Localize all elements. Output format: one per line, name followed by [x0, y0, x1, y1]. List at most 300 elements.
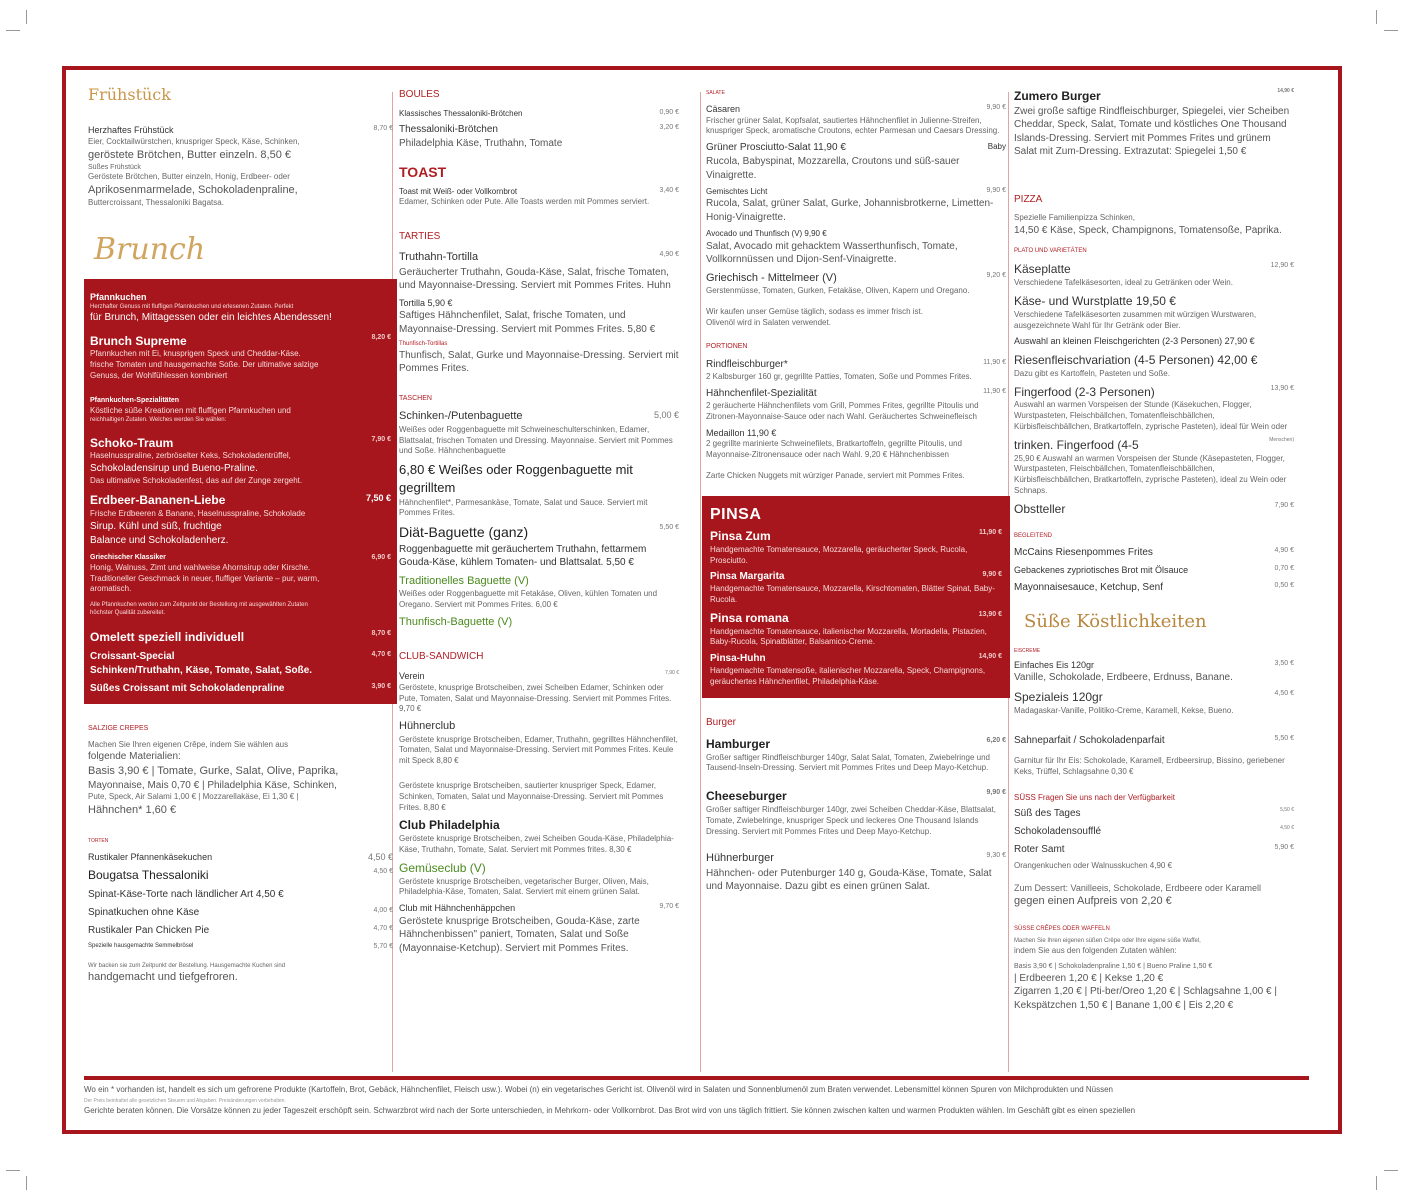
item-desc: Geröstete knusprige Brotscheiben, Edamer, Truthahn, gegrilltes Hähnchenfilet, Tomaten, Salat und Mayonnaise-Dressing. Serviert mit Pommes Frites. Keule mit Speck 8,80 €: [399, 734, 678, 766]
item-desc: Haselnusspraline, zerbröselter Keks, Schokoladentrüffel,: [90, 451, 291, 461]
item-name: 6,80 € Weißes oder Roggenbaguette mit gegrilltem: [399, 462, 633, 496]
item-desc: Eier, Cocktailwürstchen, knuspriger Speck, Käse, Schinken,: [88, 136, 300, 146]
item-desc: Buttercroissant, Thessaloniki Bagatsa.: [88, 197, 224, 207]
section-title: PORTIONEN: [706, 343, 748, 351]
crop-mark: [1384, 1170, 1398, 1171]
item-name: Bougatsa Thessaloniki: [88, 868, 209, 883]
crop-mark: [1376, 1176, 1377, 1190]
item-price: 8,70 €: [371, 630, 391, 638]
item-name: Süßes Frühstück: [88, 163, 141, 171]
item-name: Riesenfleischvariation (4-5 Personen) 42,00 €: [1014, 353, 1258, 368]
footer-line: Wo ein * vorhanden ist, handelt es sich um gefrorene Produkte (Kartoffeln, Brot, Gebäck, Hähnchenfilet, Fleisch usw.). Wobei (n) ein vegetarisches Gericht ist. Olivenöl wird in Salaten und Sonnenblumenöl zum Braten verwendet. Lebensmittel können Spuren von Milchprodukten und Nüssen: [84, 1085, 1114, 1094]
item-desc: Schinken/Truthahn, Käse, Tomate, Salat, Soße.: [90, 665, 313, 677]
item-name: Thessaloniki-Brötchen: [399, 124, 498, 136]
item-name: Truthahn-Tortilla: [399, 251, 479, 264]
item-desc: Garnitur für Ihr Eis: Schokolade, Karamell, Erdbeersirup, Bissino, geriebener Keks, Trüffel, Schlagsahne 0,30 €: [1014, 756, 1285, 777]
item-desc: Handgemachte Tomatensauce, Mozzarella, Kirschtomaten, Blätter Spinat, Baby-Rucola.: [710, 584, 995, 605]
item-name: Pinsa romana: [710, 610, 789, 625]
menu-item: [706, 103, 1006, 116]
section-desc: Machen Sie Ihren eigenen süßen Crêpe oder Ihre eigene süße Waffel,: [1014, 938, 1201, 945]
item-name: Rustikaler Pfannenkäsekuchen: [88, 851, 213, 862]
item-price: [673, 340, 679, 348]
item-desc: 14,50 € Käse, Speck, Champignons, Tomatensoße, Paprika.: [1014, 224, 1282, 236]
item-name: Spinatkuchen ohne Käse: [88, 907, 200, 919]
item-desc: Sirup. Kühl und süß, fruchtige: [90, 521, 222, 533]
column-divider: [700, 92, 701, 1072]
item-desc: Verschiedene Tafelkäsesorten, ideal zu Getränken oder Wein.: [1014, 278, 1233, 288]
menu-item: [1014, 843, 1294, 857]
section-desc: Basis 3,90 € | Tomate, Gurke, Salat, Olive, Paprika,: [88, 764, 339, 777]
item-price: 5,50 €: [659, 524, 679, 532]
item-price: [673, 461, 679, 497]
item-name: Avocado und Thunfisch (V) 9,90 €: [706, 229, 827, 239]
item-price: 13,90 €: [1270, 384, 1294, 392]
item-desc: 2 geräucherte Hähnchenfilets vom Grill, Pommes Frites, gegrillte Pitoulis und Zitronen-Mayonnaise-Sauce oder nach Wahl. Geräuchertes Schweinefleisch: [706, 400, 979, 421]
note: Zum Dessert: Vanilleeis, Schokolade, Erdbeere oder Karamell: [1014, 883, 1261, 894]
item-price: 14,90 €: [978, 653, 1002, 661]
menu-item: [90, 553, 391, 563]
item-name: Diät-Baguette (ganz): [399, 524, 529, 541]
section-desc: indem Sie aus den folgenden Zutaten wählen:: [1014, 945, 1177, 955]
section-title: EISCREME: [1014, 647, 1041, 654]
item-name: Rindfleischburger*: [706, 359, 788, 371]
suesse-title: Süße Köstlichkeiten: [1024, 610, 1207, 632]
item-price: 11,90 €: [983, 387, 1006, 395]
item-name: Club Philadelphia: [399, 818, 500, 833]
item-name: Mayonnaisesauce, Ketchup, Senf: [1014, 581, 1163, 593]
item-price: 11,90 €: [979, 528, 1002, 536]
section-title: TOAST: [399, 163, 447, 180]
crop-mark: [26, 1176, 27, 1190]
item-name: Gemischtes Licht: [706, 187, 768, 197]
item-name: Auswahl an kleinen Fleischgerichten (2-3 Personen) 27,90 €: [1014, 336, 1255, 347]
item-price: 4,70 €: [373, 925, 393, 933]
item-price: 14,90 €: [1277, 88, 1294, 94]
item-price: 5,90 €: [1274, 844, 1294, 852]
section-title: SÜSSE CRÊPES ODER WAFFELN: [1014, 926, 1110, 933]
item-price: 4,50 €: [1280, 825, 1294, 832]
menu-item: [706, 387, 1006, 401]
menu-item: [399, 615, 679, 630]
item-price: 6,20 €: [986, 736, 1006, 744]
item-name: Schinken-/Putenbaguette: [399, 410, 523, 423]
column-4: [1014, 84, 1294, 1012]
item-desc: Geräucherter Truthahn, Gouda-Käse, Salat, frische Tomaten, und Mayonnaise-Dressing. Serviert mit Pommes Frites. Huhn: [399, 266, 671, 292]
item-price: 13,90 €: [978, 610, 1002, 618]
menu-item: [1014, 335, 1294, 348]
item-desc: Zwei große saftige Rindfleischburger, Spiegelei, vier Scheiben Cheddar, Speck, Salat, Tomate und köstliches One Thousand Islands-Dressing. Serviert mit Pommes Frites und grünem Salat mit Zum-Dressing. Extrazutat: Spiegelei 1,50 €: [1014, 105, 1290, 158]
footer-line: Der Preis beinhaltet alle gesetzlichen Steuern und Abgaben. Preisänderungen vorbehalten.: [84, 1097, 286, 1104]
crop-mark: [6, 1170, 20, 1171]
item-desc: Das ultimative Schokoladenfest, das auf der Zunge zergeht.: [90, 475, 303, 485]
item-desc: Geröstete knusprige Brotscheiben, vegetarischer Burger, Oliven, Mais, Philadelphia-Käse, Tomaten, Salat. Serviert mit einem grünen Salat.: [399, 876, 649, 897]
menu-item: [706, 788, 1006, 805]
item-price: [673, 574, 679, 589]
item-desc: Vanille, Schokolade, Erdbeere, Erdnuss, Banane.: [1014, 672, 1233, 684]
menu-item: [706, 736, 1006, 753]
item-name: Hühnerclub: [399, 720, 456, 733]
crop-mark: [6, 30, 20, 31]
item-desc: Rucola, Babyspinat, Mozzarella, Croutons und süß-sauer Vinaigrette.: [706, 156, 960, 181]
item-price: 4,90 €: [659, 251, 679, 259]
menu-item: [399, 719, 679, 734]
item-name: Zumero Burger: [1014, 89, 1101, 103]
menu-item: [706, 358, 1006, 372]
item-name: Gemüseclub (V): [399, 860, 486, 875]
section-desc: Pute, Speck, Air Salami 1,00 € | Mozzarellakäse, Ei 1,30 € |: [88, 792, 299, 802]
section-desc: für Brunch, Mittagessen oder ein leichtes Abendessen!: [90, 312, 332, 324]
item-price: 7,50 €: [365, 493, 391, 504]
item-desc: Hähnchenfilet*, Parmesankäse, Tomate, Salat und Sauce. Serviert mit Pommes Frites.: [399, 497, 648, 518]
note: handgemacht und tiefgefroren.: [88, 971, 238, 984]
note: Orangenkuchen oder Walnusskuchen 4,90 €: [1014, 861, 1173, 871]
item-desc: 2 gegrillte marinierte Schweinefilets, Bratkartoffeln, gegrillte Pitoulis, und Mayonnaise-Zitronensauce oder nach Wahl. 9,20 € Hähnchenbissen: [706, 439, 962, 459]
note: Alle Pfannkuchen werden zum Zeitpunkt der Bestellung mit ausgewählten Zutaten: [90, 602, 308, 609]
item-desc: Spezielle Familienpizza Schinken,: [1014, 212, 1135, 222]
item-name: Obstteller: [1014, 501, 1066, 516]
section-desc: Hähnchen* 1,60 €: [88, 803, 177, 816]
item-name: Spezielle hausgemachte Semmelbrösel: [88, 943, 194, 950]
menu-item: [1014, 734, 1294, 748]
menu-item: [399, 670, 679, 683]
menu-item: [90, 682, 391, 696]
note: Olivenöl wird in Salaten verwendet.: [706, 317, 831, 327]
item-desc: Zarte Chicken Nuggets mit würziger Panade, serviert mit Pommes Frites.: [706, 470, 965, 480]
item-name: Thunfisch-Tortillas: [399, 341, 448, 348]
item-desc: Pfannkuchen mit Ei, knusprigem Speck und Cheddar-Käse.: [90, 349, 301, 359]
fruehstueck-title: Frühstück: [88, 85, 171, 104]
menu-item: [1014, 384, 1294, 401]
item-desc: Saftiges Hähnchenfilet, Salat, frische Tomaten, und Mayonnaise-Dressing. Serviert mit Pommes Frites. 5,80 €: [399, 310, 656, 335]
menu-item: [706, 186, 1006, 197]
menu-item: [88, 851, 393, 864]
menu-item: [1014, 293, 1294, 310]
item-name: Süß des Tages: [1014, 808, 1081, 820]
menu-item: [399, 523, 679, 543]
item-price: 5,70 €: [373, 943, 393, 951]
item-price: Menschen): [1269, 436, 1294, 443]
item-name: Cäsaren: [706, 104, 741, 114]
item-name: Herzhaftes Frühstück: [88, 125, 174, 136]
item-name: Erdbeer-Bananen-Liebe: [90, 493, 226, 508]
section-title: SÜSS Fragen Sie uns nach der Verfügbarkeit: [1014, 793, 1175, 803]
menu-item: [90, 492, 391, 509]
item-desc: Madagaskar-Vanille, Politiko-Creme, Karamell, Kekse, Bueno.: [1014, 705, 1234, 715]
item-name: Gebackenes zypriotisches Brot mit Ölsauce: [1014, 565, 1189, 576]
section-title: SALZIGE CREPES: [88, 724, 149, 732]
menu-item: [88, 924, 393, 938]
menu-item: [1014, 261, 1294, 278]
item-price: 5,50 €: [1274, 735, 1294, 743]
item-name: Griechisch - Mittelmeer (V): [706, 271, 837, 284]
item-price: [673, 615, 679, 630]
column-2: [399, 84, 679, 955]
item-price: 7,90 €: [1274, 501, 1294, 509]
section-label: Pfannkuchen-Spezialitäten: [90, 396, 180, 404]
item-desc: Auswahl an warmen Vorspeisen der Stunde (Käsekuchen, Flogger, Wurstpasteten, Fleischbällchen, Tomatenfleischbällchen, Kürbisfleischbällchen, Bratkartoffeln, zyprische Pasteten), ideal für Wein oder: [1014, 400, 1288, 432]
section-title: PINSA: [710, 505, 762, 523]
item-price: 4,50 €: [1274, 689, 1294, 697]
note: höchster Qualität zubereitet.: [90, 610, 166, 617]
item-desc: Handgemachte Tomatensauce, italienischer Mozzarella, Mortadella, Pistazien, Baby-Rucola, Spinatblätter, Balsamico-Creme.: [710, 626, 987, 647]
section-title: PLATO UND VARIETÄTEN: [1014, 248, 1087, 255]
item-price: [673, 817, 679, 834]
item-price: 8,70 €: [373, 125, 393, 133]
item-price: 5,50 €: [1280, 807, 1294, 814]
section-title: CLUB-SANDWICH: [399, 651, 484, 663]
menu-item: [1014, 88, 1294, 105]
item-price: [1000, 228, 1006, 239]
item-price: 4,70 €: [371, 651, 391, 659]
item-desc: Verschiedene Tafelkäsesorten zusammen mit würzigen Wurstwaren, ausgezeichnete Wahl für Ihr Getränk oder Bier.: [1014, 309, 1257, 330]
menu-item: [1014, 825, 1294, 839]
note: gegen einen Aufpreis von 2,20 €: [1014, 895, 1172, 908]
item-price: 8,20 €: [371, 333, 391, 341]
menu-item: [1014, 437, 1294, 454]
item-price: 3,40 €: [659, 187, 679, 195]
footer-bar: [84, 1076, 1309, 1080]
item-name: Pinsa Zum: [710, 528, 771, 543]
item-price: [1288, 293, 1294, 310]
item-desc: Hähnchen- oder Putenburger 140 g, Gouda-Käse, Tomate, Salat und Mayonnaise. Dazu gibt es einen grünen Salat.: [706, 867, 992, 893]
menu-item: [1014, 807, 1294, 821]
item-price: 4,00 €: [373, 907, 393, 915]
item-name: McCains Riesenpommes Frites: [1014, 547, 1153, 559]
section-desc: Mayonnaise, Mais 0,70 € | Philadelphia Käse, Schinken,: [88, 779, 337, 791]
menu-item: [1014, 689, 1294, 706]
item-desc: Schokoladensirup und Bueno-Praline.: [90, 463, 258, 475]
menu-item: [90, 435, 391, 452]
item-name: Griechischer Klassiker: [90, 554, 166, 562]
section-title: BOULES: [399, 89, 440, 100]
item-desc: Rucola, Salat, grüner Salat, Gurke, Johannisbrotkerne, Limetten-Honig-Vinaigrette.: [706, 198, 994, 223]
menu-item: [88, 867, 393, 884]
menu-item: [706, 851, 1006, 866]
item-desc: Großer saftiger Rindfleischburger 140gr, zwei Scheiben Cheddar-Käse, Blattsalat, Tomate, Zwiebelringe, knuspriger Speck und leckeres One Thousand Islands Dressing. Serviert mit Pommes Frites und Deep Mayo-Ketchup.: [706, 805, 996, 836]
section-label: Pfannkuchen: [90, 291, 147, 302]
item-name: Käseplatte: [1014, 262, 1071, 277]
item-desc: frische Tomaten und hausgemachte Soße. Der ultimative salzige: [90, 360, 319, 370]
footer: [84, 1076, 1309, 1118]
item-price: 6,90 €: [371, 554, 391, 562]
item-price: 9,90 €: [986, 789, 1006, 797]
item-desc: Frischer grüner Salat, Kopfsalat, sautiertes Hähnchenfilet in Julienne-Streifen, knuspriger Speck, aromatische Croutons, echter Parmesan und Caesars Dressing.: [706, 115, 1000, 136]
item-name: Käse- und Wurstplatte 19,50 €: [1014, 294, 1176, 309]
section-title: Burger: [706, 716, 737, 728]
item-desc: Edamer, Schinken oder Pute. Alle Toasts werden mit Pommes serviert.: [399, 197, 650, 207]
item-price: [1000, 427, 1006, 440]
item-price: 7,90 €: [665, 670, 679, 677]
section-title: TASCHEN: [399, 394, 432, 402]
item-desc: geröstete Brötchen, Butter einzeln. 8,50 €: [88, 148, 292, 161]
item-name: Spinat-Käse-Torte nach ländlicher Art 4,50 €: [88, 889, 284, 901]
item-desc: Thunfisch, Salat, Gurke und Mayonnaise-Dressing. Serviert mit Pommes Frites.: [399, 349, 679, 375]
menu-item: [710, 570, 1002, 584]
item-name: Verein: [399, 671, 425, 682]
crop-mark: [26, 10, 27, 24]
menu-item: [706, 141, 1006, 155]
menu-item: [399, 186, 679, 197]
item-price: 3,50 €: [1274, 659, 1294, 667]
item-price: 0,70 €: [1274, 565, 1294, 573]
section-title: PIZZA: [1014, 193, 1043, 205]
item-name: Roter Samt: [1014, 844, 1065, 856]
menu-item: [399, 297, 679, 310]
item-name: Pinsa Margarita: [710, 571, 785, 583]
menu-item: [706, 427, 1006, 440]
item-desc: Salat, Avocado mit gehacktem Wasserthunfisch, Tomate, Vollkornnüssen und Dijon-Senf-Vinaigrette.: [706, 240, 958, 266]
pinsa-box: [702, 496, 1010, 698]
menu-item: [399, 860, 679, 877]
section-title: SALATE: [706, 90, 725, 96]
item-desc: Großer saftiger Rindfleischburger 140gr, Salat Salat, Tomaten, Zwiebelringe und Tausend-Inseln-Dressing. Serviert mit Pommes Frites und Deep Mayo-Ketchup.: [706, 752, 991, 773]
menu-item: [88, 888, 393, 902]
section-desc: Kekspätzchen 1,50 € | Banane 1,00 € | Eis 2,20 €: [1014, 999, 1234, 1011]
item-name: Toast mit Weiß- oder Vollkornbrot: [399, 187, 518, 197]
menu-item: [399, 574, 679, 589]
item-desc: Weißes oder Roggenbaguette mit Schweineschulterschinken, Edamer, Blattsalat, frischen Tomaten und Dressing. Mayonnaise. Serviert mit Pommes und Soße. Hähnchenbaguette: [399, 424, 673, 456]
item-desc: Geröstete, knusprige Brotscheiben, zwei Scheiben Edamer, Schinken oder Pute, Tomaten, Salat und Mayonnaise-Dressing. Serviert mit Pommes Frites. 9,70 €: [399, 682, 672, 714]
item-price: [673, 719, 679, 734]
item-name: Hähnchenfilet-Spezialität: [706, 387, 817, 399]
menu-item: [710, 652, 1002, 666]
menu-item: [1014, 352, 1294, 369]
menu-item: [88, 942, 393, 952]
section-title: TARTIES: [399, 231, 441, 243]
item-desc: Genuss, der Wohlfühlessen kombiniert: [90, 371, 228, 381]
crop-mark: [1384, 30, 1398, 31]
menu-item: [90, 650, 391, 664]
item-desc: Handgemachte Tomatensauce, Mozzarella, geräucherter Speck, Rucola, Prosciutto.: [710, 544, 968, 565]
item-name: Einfaches Eis 120gr: [1014, 659, 1095, 670]
menu-item: [706, 271, 1006, 286]
item-desc: Geröstete knusprige Brotscheiben, Gouda-Käse, zarte Hähnchenbissen" paniert, Tomaten, Salat und Soße (Mayonnaise-Ketchup). Serviert mit Pommes Frites.: [399, 915, 640, 954]
item-name: Spezialeis 120gr: [1014, 689, 1103, 704]
item-desc: Gerstenmüsse, Tomaten, Gurken, Fetakäse, Oliven, Kapern und Oregano.: [706, 285, 970, 295]
menu-item: [88, 906, 393, 920]
menu-item: [399, 340, 679, 348]
menu-item: [88, 124, 393, 137]
section-desc: folgende Materialien:: [88, 751, 181, 763]
item-desc: 25,90 € Auswahl an warmen Vorspeisen der Stunde (Käsepasteten, Flogger, Wurstpasteten, Fleischbällchen, Tomatenfleischbällchen, Kürbisfleischbällchen, Bratkartoffeln, zyprische Pasteten), ideal zu Wein oder Schnaps.: [1014, 453, 1287, 496]
item-desc: Weißes oder Roggenbaguette mit Fetakäse, Oliven, kühlen Tomaten und Oregano. Serviert mit Pommes Frites. 6,00 €: [399, 589, 658, 609]
item-name: Thunfisch-Baguette (V): [399, 615, 513, 628]
item-name: Traditionelles Baguette (V): [399, 574, 529, 587]
item-price: 5,00 €: [653, 410, 679, 421]
section-desc: reichhaltigen Zutaten. Welches werden Sie wählen:: [90, 417, 227, 424]
item-price: 4,90 €: [1274, 547, 1294, 555]
item-price: 7,90 €: [371, 435, 391, 443]
menu-frame: [62, 66, 1342, 1134]
section-desc: Köstliche süße Kreationen mit fluffigen Pfannkuchen und: [90, 405, 291, 415]
item-price: [1288, 335, 1294, 348]
section-desc: | Erdbeeren 1,20 € | Kekse 1,20 €: [1014, 972, 1164, 984]
menu-item: [1014, 501, 1294, 518]
column-3: [706, 84, 1006, 894]
section-title: TORTEN: [88, 837, 109, 844]
menu-item: [399, 409, 679, 424]
item-name: Hamburger: [706, 736, 771, 751]
note: Wir kaufen unser Gemüse täglich, sodass es immer frisch ist.: [706, 306, 923, 316]
item-price: 9,20 €: [986, 271, 1006, 279]
menu-item: [1014, 546, 1294, 560]
menu-item: [710, 610, 1002, 627]
item-price: 3,90 €: [371, 682, 391, 690]
item-name: trinken. Fingerfood (4-5: [1014, 437, 1139, 452]
item-desc: Geröstete Brötchen, Butter einzeln, Honig, Erdbeer- oder: [88, 172, 290, 182]
item-name: Schokoladensoufflé: [1014, 826, 1102, 838]
item-price: 0,90 €: [659, 109, 679, 116]
item-name: Brunch Supreme: [90, 333, 187, 348]
item-price: 9,90 €: [986, 104, 1006, 111]
item-desc: Aprikosenmarmelade, Schokoladenpraline,: [88, 183, 298, 196]
menu-item: [399, 817, 679, 834]
item-price: 3,20 €: [659, 124, 679, 132]
section-desc: Zigarren 1,20 € | Pti-ber/Oreo 1,20 € | Schlagsahne 1,00 € |: [1014, 986, 1277, 998]
menu-item: [706, 228, 1006, 239]
item-desc: 2 Kalbsburger 160 gr, gegrillte Patties, Tomaten, Soße und Pommes Frites.: [706, 372, 972, 382]
item-desc: Philadelphia Käse, Truthahn, Tomate: [399, 138, 563, 150]
menu-item: [399, 123, 679, 137]
menu-item: [1014, 581, 1294, 595]
item-desc: Geröstete knusprige Brotscheiben, zwei Scheiben Gouda-Käse, Philadelphia-Käse, Truthahn, Tomate, Salat. Serviert mit Pommes frites. 8,30 €: [399, 834, 674, 854]
menu-item: [399, 902, 679, 915]
item-price: [1288, 352, 1294, 369]
item-price: 0,50 €: [1274, 581, 1294, 589]
brunch-box: [84, 279, 397, 704]
item-name: Rustikaler Pan Chicken Pie: [88, 925, 210, 937]
item-name: Fingerfood (2-3 Personen): [1014, 384, 1155, 399]
item-name: Croissant-Special: [90, 651, 175, 663]
item-desc: aromatisch.: [90, 584, 132, 594]
item-desc: Frische Erdbeeren & Banane, Haselnusspraline, Schokolade: [90, 509, 306, 519]
footer-line: Gerichte beraten können. Die Vorsätze können zu jeder Tageszeit erschöpft sein. Schwarzbrot wird nach der Sorte unterschieden, in Mehrkorn- oder Vollkornbrot. Das Brot wird von uns täglich frittiert. Sie können zwischen kalten und warmen Produkten wählen. Im Geschäft gibt es einen speziellen: [84, 1105, 1136, 1115]
brunch-title: Brunch: [94, 231, 206, 267]
item-price: 11,90 €: [983, 359, 1006, 367]
item-desc: Handgemachte Tomatensoße, italienischer Mozzarella, Speck, Champignons, geräuchertes Hähnchenfilet, Philadelphia-Käse.: [710, 666, 986, 687]
item-name: Medaillon 11,90 €: [706, 427, 777, 438]
item-price: [673, 860, 679, 877]
item-price: Baby: [987, 142, 1006, 152]
item-price: [387, 888, 393, 902]
menu-item: [90, 629, 391, 646]
item-price: [673, 297, 679, 310]
item-desc: Roggenbaguette mit geräuchertem Truthahn, fettarmem Gouda-Käse, kühlem Tomaten- und Blattsalat. 5,50 €: [399, 543, 647, 569]
menu-item: [399, 461, 679, 497]
item-desc: Dazu gibt es Kartoffeln, Pasteten und Soße.: [1014, 368, 1170, 378]
section-desc: Basis 3,90 € | Schokoladenpraline 1,50 € | Bueno Praline 1,50 €: [1014, 963, 1213, 971]
item-price: 12,90 €: [1270, 262, 1294, 270]
item-name: Pinsa-Huhn: [710, 653, 766, 665]
item-name: Cheeseburger: [706, 789, 787, 804]
item-name: Sahneparfait / Schokoladenparfait: [1014, 735, 1165, 747]
menu-item: [90, 333, 391, 350]
section-title: BEGLEITEND: [1014, 532, 1053, 539]
section-desc: Machen Sie Ihren eigenen Crêpe, indem Sie wählen aus: [88, 739, 289, 749]
item-name: Omelett speziell individuell: [90, 630, 245, 645]
item-desc: Traditioneller Geschmack in neuer, fluffiger Variante – pur, warm,: [90, 573, 320, 583]
item-desc: Honig, Walnuss, Zimt und wahlweise Ahornsirup oder Kirsche.: [90, 562, 311, 572]
menu-item: [399, 250, 679, 265]
item-desc: Geröstete knusprige Brotscheiben, sautierter knuspriger Speck, Edamer, Schinken, Tomaten, Salat und Mayonnaise-Dressing. Serviert mit Pommes Frites. 8,80 €: [399, 780, 664, 812]
item-name: Club mit Hähnchenhäppchen: [399, 903, 516, 914]
item-price: 4,50 €: [367, 851, 393, 862]
item-price: 9,70 €: [659, 903, 679, 911]
menu-item: [399, 108, 679, 119]
item-desc: Balance und Schokoladenherz.: [90, 534, 229, 546]
item-name: Grüner Prosciutto-Salat 11,90 €: [706, 142, 846, 154]
item-price: 9,30 €: [986, 852, 1006, 860]
